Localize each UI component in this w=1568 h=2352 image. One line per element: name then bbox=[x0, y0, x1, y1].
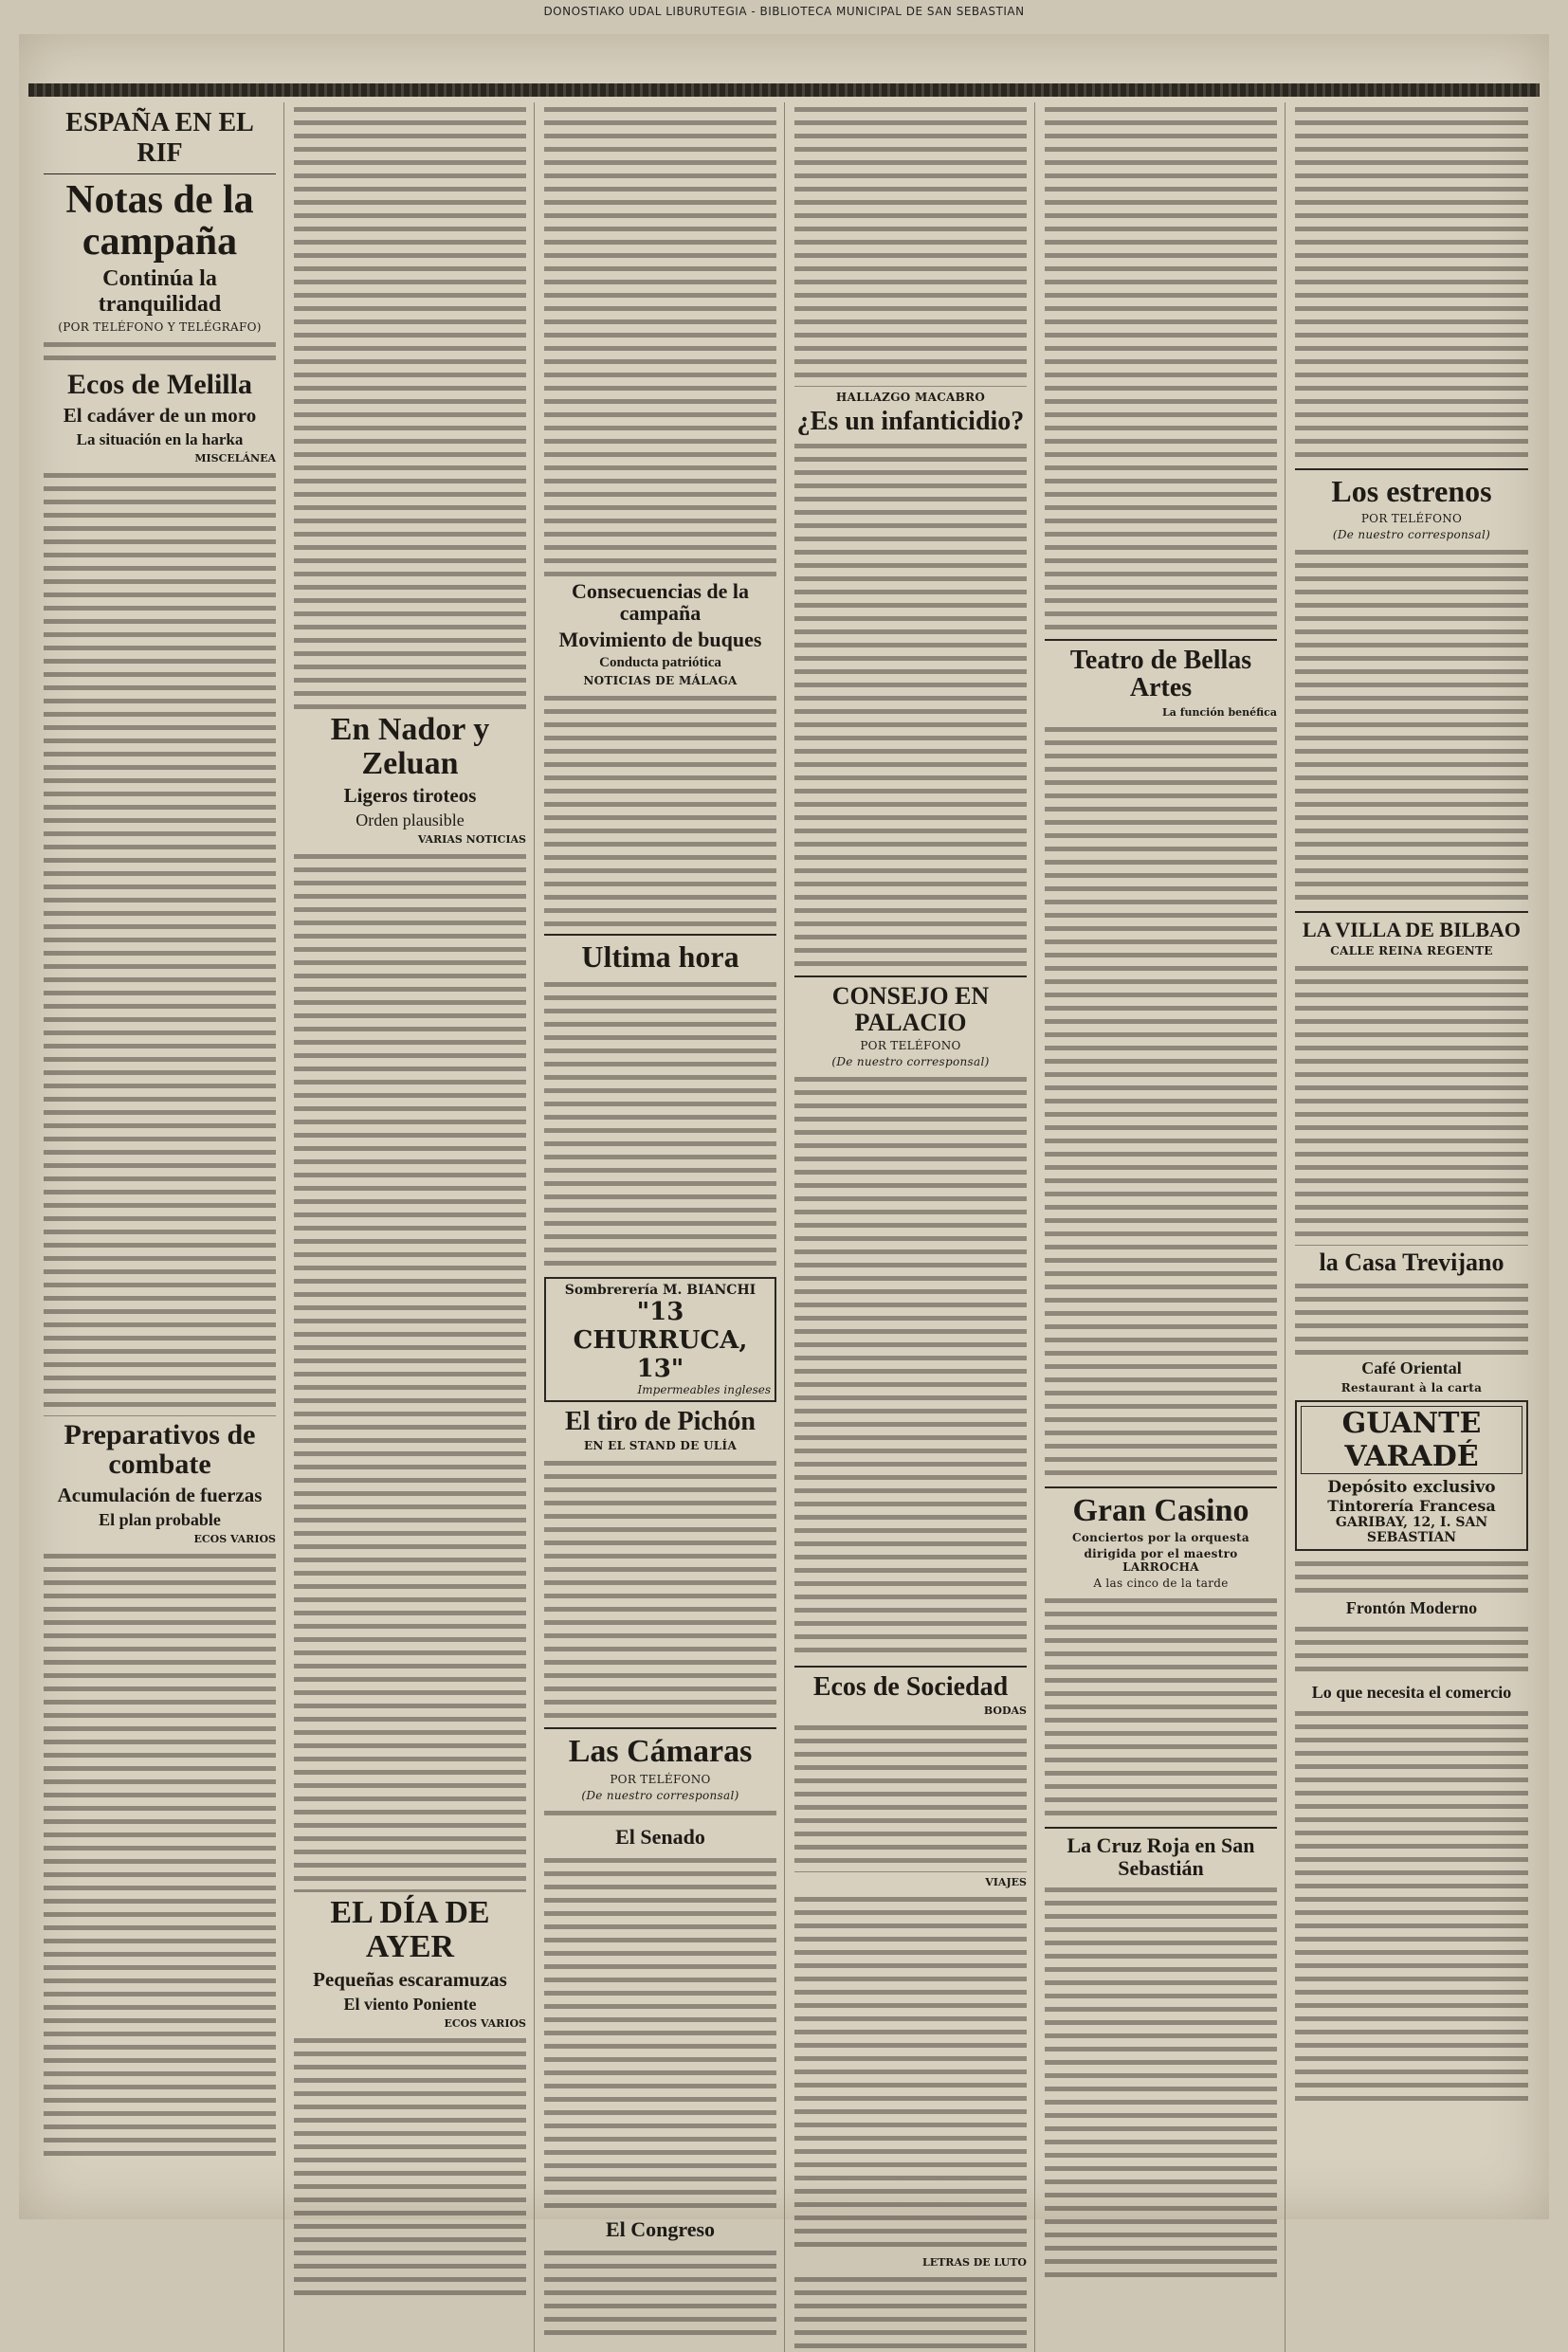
body-text-block bbox=[1295, 1279, 1528, 1355]
headline-consejo-palacio: CONSEJO EN PALACIO bbox=[831, 982, 990, 1036]
body-text-block bbox=[1295, 1706, 1528, 2105]
ad-bianchi bbox=[544, 1277, 776, 1402]
ad-line: "13 CHURRUCA, 13" bbox=[573, 1297, 748, 1383]
body-text-block bbox=[1045, 722, 1277, 1481]
subheadline: Frontón Moderno bbox=[1345, 1597, 1478, 1617]
body-text-block bbox=[1295, 961, 1528, 1246]
body-text-block bbox=[294, 2033, 526, 2299]
headline-preparativos: Preparativos de combate bbox=[64, 1418, 256, 1481]
headline-nador: En Nador y Zeluan bbox=[330, 712, 490, 781]
body-text-block bbox=[794, 2272, 1027, 2348]
column-1 bbox=[36, 102, 284, 2352]
body-text-block bbox=[1295, 1557, 1528, 1595]
headline-infanticidio: ¿Es un infanticidio? bbox=[796, 407, 1025, 436]
body-text-block bbox=[794, 102, 1027, 387]
kicker: POR TELÉFONO bbox=[1360, 511, 1463, 525]
body-text-block bbox=[44, 337, 276, 366]
kicker: EN EL STAND DE ULÍA bbox=[583, 1439, 738, 1453]
body-text-block bbox=[294, 102, 526, 709]
ad-line: Tintorería Francesa bbox=[1327, 1496, 1496, 1515]
headline-casa-trevijano: la Casa Trevijano bbox=[1319, 1248, 1504, 1276]
headline-ecos-sociedad: Ecos de Sociedad bbox=[812, 1671, 1009, 1702]
headline-estrenos: Los estrenos bbox=[1331, 474, 1492, 508]
body-text-block bbox=[1045, 1594, 1277, 1821]
kicker: (De nuestro corresponsal) bbox=[831, 1054, 990, 1068]
headline-consecuencias: Consecuencias de la campaña bbox=[572, 579, 749, 626]
body-text-block bbox=[44, 1549, 276, 2156]
subheadline: Pequeñas escaramuzas bbox=[313, 1967, 507, 1991]
body-text-block bbox=[1045, 102, 1277, 633]
kicker: CALLE REINA REGENTE bbox=[1330, 943, 1493, 957]
byline: (POR TELÉFONO Y TELÉGRAFO) bbox=[58, 320, 262, 335]
divider bbox=[1045, 639, 1277, 641]
subheadline: El plan probable bbox=[99, 1509, 221, 1529]
kicker: (De nuestro corresponsal) bbox=[1332, 527, 1491, 541]
divider bbox=[794, 1666, 1027, 1668]
section-title: ESPAÑA EN EL RIF bbox=[65, 108, 254, 168]
body-text-block bbox=[1295, 545, 1528, 905]
ad-guante-varade bbox=[1295, 1400, 1528, 1551]
kicker: VIAJES bbox=[985, 1876, 1027, 1889]
subheadline: Movimiento de buques bbox=[558, 628, 762, 652]
kicker: NOTICIAS DE MÁLAGA bbox=[583, 674, 738, 688]
column-5 bbox=[1037, 102, 1285, 2352]
body-text-block bbox=[794, 1721, 1027, 1872]
subheadline: Continúa la tranquilidad bbox=[98, 266, 222, 318]
divider bbox=[1045, 1486, 1277, 1488]
kicker: VARIAS NOTICIAS bbox=[417, 833, 526, 847]
subheadline: Ligeros tiroteos bbox=[343, 784, 477, 808]
subheadline: Café Oriental bbox=[1361, 1358, 1462, 1377]
divider bbox=[1295, 911, 1528, 913]
ad-line: Sombrerería M. BIANCHI bbox=[564, 1282, 757, 1298]
headline-bellas-artes: Teatro de Bellas Artes bbox=[1069, 646, 1252, 703]
body-text-block bbox=[544, 2246, 776, 2341]
ad-line: Depósito exclusivo bbox=[1327, 1477, 1496, 1497]
body-text-block bbox=[544, 102, 776, 576]
ad-line: GUANTE VARADÉ bbox=[1301, 1406, 1522, 1474]
subheadline: El Congreso bbox=[605, 2216, 716, 2241]
column-grid bbox=[36, 102, 1538, 2270]
subheadline: El Senado bbox=[615, 1824, 705, 1849]
body-text-block bbox=[544, 1806, 776, 1821]
divider bbox=[44, 173, 276, 174]
body-text-block bbox=[1045, 1883, 1277, 2281]
ad-line: GARIBAY, 12, I. SAN SEBASTIAN bbox=[1335, 1514, 1488, 1545]
body-text-block bbox=[794, 1072, 1027, 1660]
divider bbox=[794, 975, 1027, 977]
masthead-rule bbox=[28, 83, 1540, 97]
headline-cruz-roja: La Cruz Roja en San Sebastián bbox=[1067, 1833, 1255, 1880]
body-text-block bbox=[794, 439, 1027, 970]
body-text-block bbox=[794, 1892, 1027, 2252]
kicker: dirigida por el maestro LARROCHA bbox=[1084, 1547, 1238, 1575]
kicker: LETRAS DE LUTO bbox=[922, 2256, 1027, 2270]
subheadline: El viento Poniente bbox=[343, 1994, 477, 2014]
body-text-block bbox=[544, 1853, 776, 2214]
body-text-block bbox=[294, 849, 526, 1892]
kicker: POR TELÉFONO bbox=[610, 1772, 711, 1786]
kicker: POR TELÉFONO bbox=[860, 1038, 961, 1052]
body-text-block bbox=[544, 1456, 776, 1722]
subheadline: El cadáver de un moro bbox=[63, 403, 257, 427]
subheadline: Conducta patriótica bbox=[599, 655, 721, 671]
headline-dia-ayer: EL DÍA DE AYER bbox=[330, 1895, 490, 1965]
headline-notas: Notas de la campaña bbox=[65, 178, 254, 264]
body-text-block bbox=[1295, 102, 1528, 463]
column-3 bbox=[537, 102, 785, 2352]
kicker: ECOS VARIOS bbox=[193, 1532, 276, 1545]
body-text-block bbox=[44, 468, 276, 1416]
ad-line: Impermeables ingleses bbox=[637, 1382, 771, 1396]
subheadline: Lo que necesita el comercio bbox=[1311, 1682, 1512, 1702]
divider bbox=[544, 934, 776, 936]
subheadline: Acumulación de fuerzas bbox=[57, 1483, 263, 1506]
headline-villa-bilbao: LA VILLA DE BILBAO bbox=[1302, 917, 1522, 941]
headline-gran-casino: Gran Casino bbox=[1072, 1492, 1249, 1528]
kicker: HALLAZGO MACABRO bbox=[835, 391, 986, 404]
kicker: (De nuestro corresponsal) bbox=[581, 1788, 739, 1802]
kicker: MISCELÁNEA bbox=[194, 451, 276, 465]
divider bbox=[1295, 468, 1528, 470]
body-text-block bbox=[1295, 1622, 1528, 1679]
kicker: BODAS bbox=[983, 1705, 1027, 1718]
kicker: Restaurant à la carta bbox=[1340, 1380, 1483, 1395]
library-header: DONOSTIAKO UDAL LIBURUTEGIA - BIBLIOTECA MUNICIPAL DE SAN SEBASTIAN bbox=[543, 5, 1025, 18]
subheadline: La situación en la harka bbox=[76, 429, 244, 448]
body-text-block bbox=[544, 977, 776, 1271]
divider bbox=[544, 1727, 776, 1729]
subheadline: Orden plausible bbox=[356, 811, 465, 830]
divider bbox=[1045, 1827, 1277, 1829]
headline-ultima-hora: Ultima hora bbox=[581, 939, 739, 975]
column-2 bbox=[286, 102, 535, 2352]
body-text-block bbox=[544, 691, 776, 928]
kicker: A las cinco de la tarde bbox=[1093, 1577, 1229, 1591]
kicker: La función benéfica bbox=[1162, 705, 1277, 719]
headline-camaras: Las Cámaras bbox=[568, 1734, 753, 1770]
column-4 bbox=[787, 102, 1035, 2352]
headline-tiro-pichon: El tiro de Pichón bbox=[565, 1406, 756, 1436]
kicker: ECOS VARIOS bbox=[444, 2016, 526, 2030]
kicker: Conciertos por la orquesta bbox=[1072, 1531, 1249, 1545]
headline-melilla: Ecos de Melilla bbox=[67, 369, 252, 401]
column-6 bbox=[1287, 102, 1536, 2352]
